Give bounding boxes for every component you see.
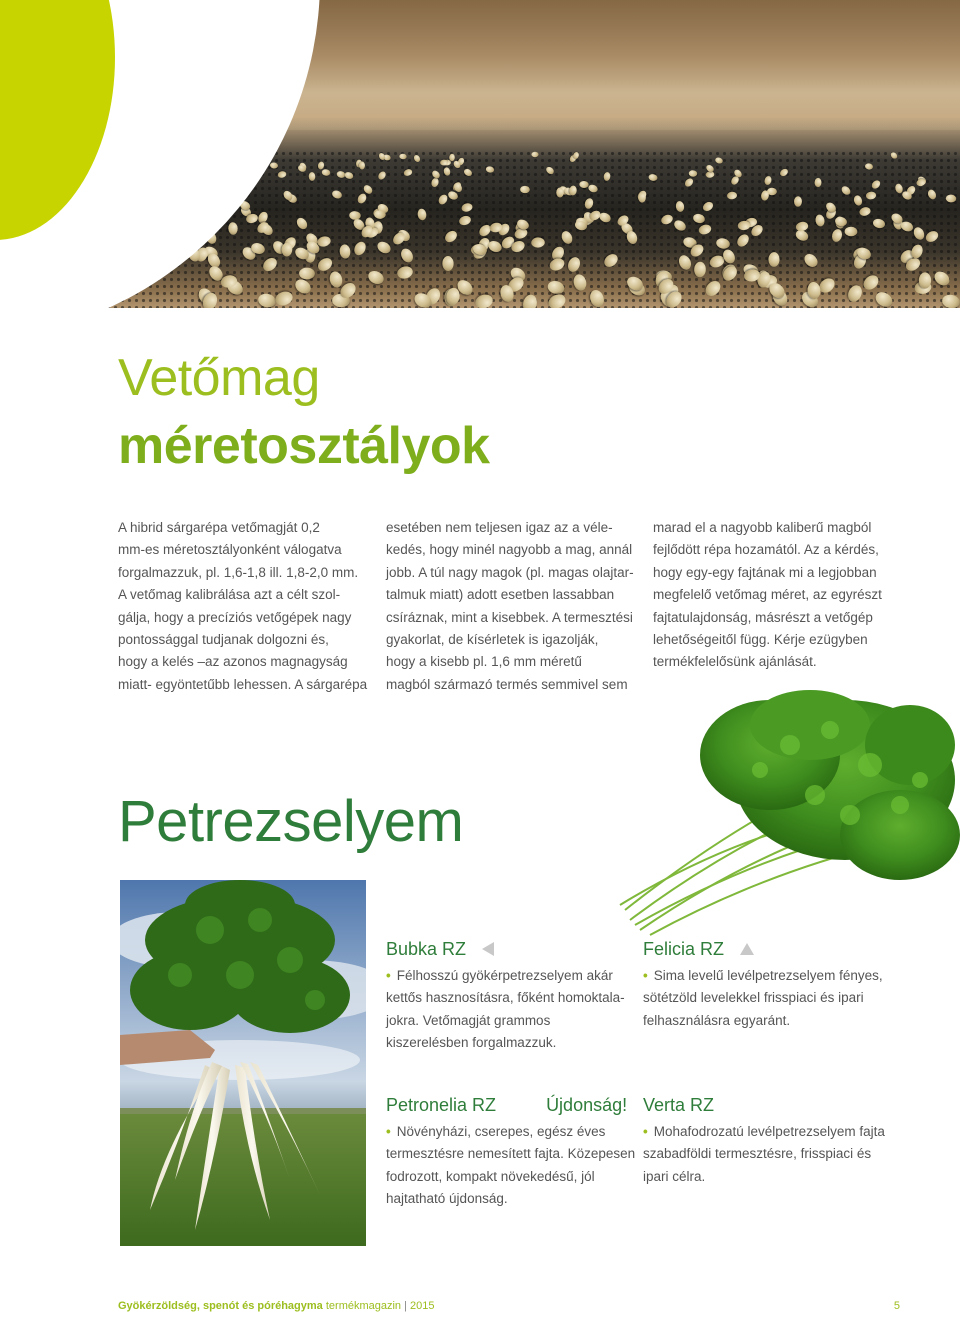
- product-petronelia: [386, 1092, 636, 1211]
- triangle-up-icon: [740, 943, 754, 955]
- product-name: [386, 1092, 636, 1118]
- bullet-icon: •: [643, 1124, 648, 1139]
- seed: [520, 185, 530, 193]
- product-name: [643, 1092, 893, 1118]
- novelty-badge: Újdonság!: [546, 1095, 628, 1115]
- product-description: [386, 1121, 636, 1211]
- bullet-icon: •: [386, 968, 391, 983]
- footer-subtitle: termékmagazin: [322, 1300, 402, 1312]
- seed: [359, 161, 365, 169]
- seed: [531, 237, 545, 248]
- seed: [399, 153, 407, 159]
- bullet-icon: •: [643, 968, 648, 983]
- product-verta: [643, 1092, 893, 1188]
- product-name-text: Bubka RZ: [386, 939, 467, 959]
- page-title-light: Vetőmag: [118, 349, 320, 407]
- page-number: 5: [893, 1300, 900, 1312]
- product-name: [643, 936, 893, 962]
- footer-year: 2015: [410, 1300, 435, 1312]
- seed: [228, 222, 238, 235]
- intro-column-1: A hibrid sárgarépa vetőmagját 0,2 mm-es méretosztályonként válogatva forgalmazzuk, pl. 1,6-1,8 ill. 1,8-2,0 mm. A vetőmag kalibrálása azt a célt szol- gálja, hogy a precíziós vetőgépek nagy pontossággal tudjanak dolgozni és, hogy a kelés –az azonos magnagyság miatt- egyöntetűbb lehessen. A sárgarépa: [118, 520, 368, 692]
- footer-publication: [118, 1300, 435, 1312]
- seed: [374, 210, 386, 219]
- seed: [449, 154, 455, 162]
- product-description: [643, 1121, 893, 1188]
- seed: [299, 267, 315, 279]
- triangle-left-icon: [482, 942, 494, 956]
- product-felicia: [643, 936, 893, 1032]
- seed: [440, 159, 448, 166]
- product-description-text: Mohafodrozatú levélpetrezselyem fajta szabadföldi termesztésre, frisspiaci és ipari célra.: [643, 1124, 885, 1184]
- product-description-text: Növényházi, cserepes, egész éves termesztésre nemesített fajta. Közepesen fodrozott, kompakt növekedésű, jól hajtatható újdonság.: [386, 1124, 636, 1207]
- footer-separator: |: [401, 1300, 411, 1312]
- footer-title: Gyökérzöldség, spenót és póréhagyma: [118, 1300, 323, 1312]
- intro-column-2: esetében nem teljesen igaz az a véle- kedés, hogy minél nagyobb a mag, annál jobb. A túl nagy magok (pl. magas olajtar- talmuk miatt) adott esetben lassabban csíráznak, mint a kisebbek. A termesztési gyakorlat, de kísérletek is igazolják, hogy a kisebb pl. 1,6 mm méretű magból származó termés semmivel sem: [386, 520, 634, 692]
- product-description-text: Sima levelű levélpetrezselyem fényes, sötétzöld levelekkel frisspiaci és ipari felhasználásra egyaránt.: [643, 968, 883, 1028]
- product-description-text: Félhosszú gyökérpetrezselyem akár kettős hasznosításra, főként homoktala-jokra. Vetőmagját grammos kiszerelésben forgalmazzuk.: [386, 968, 625, 1051]
- product-bubka: [386, 936, 636, 1055]
- page-title-bold: méretosztályok: [118, 417, 490, 475]
- parsley-leaves-photo: [610, 685, 960, 945]
- section-title: Petrezselyem: [118, 789, 464, 854]
- product-description: [386, 965, 636, 1055]
- product-name: [386, 936, 636, 962]
- seed: [531, 152, 538, 157]
- seed: [814, 178, 821, 187]
- bullet-icon: •: [386, 1124, 391, 1139]
- intro-column-3: marad el a nagyobb kaliberű magból fejlődött répa hozamától. Az a kérdés, hogy egy-egy fajtának mi a legjobban megfelelő vetőmag méret, az egyrészt fajtatulajdonság, másrészt a vetőgép lehetőségeitől függ. Kérje ezügyben termékfelelősünk ajánlását.: [653, 520, 882, 670]
- product-description: [643, 965, 893, 1032]
- root-parsley-photo: [120, 880, 366, 1246]
- product-name-text: Petronelia RZ: [386, 1095, 497, 1115]
- product-name-text: Felicia RZ: [643, 939, 725, 959]
- product-name-text: Verta RZ: [643, 1095, 715, 1115]
